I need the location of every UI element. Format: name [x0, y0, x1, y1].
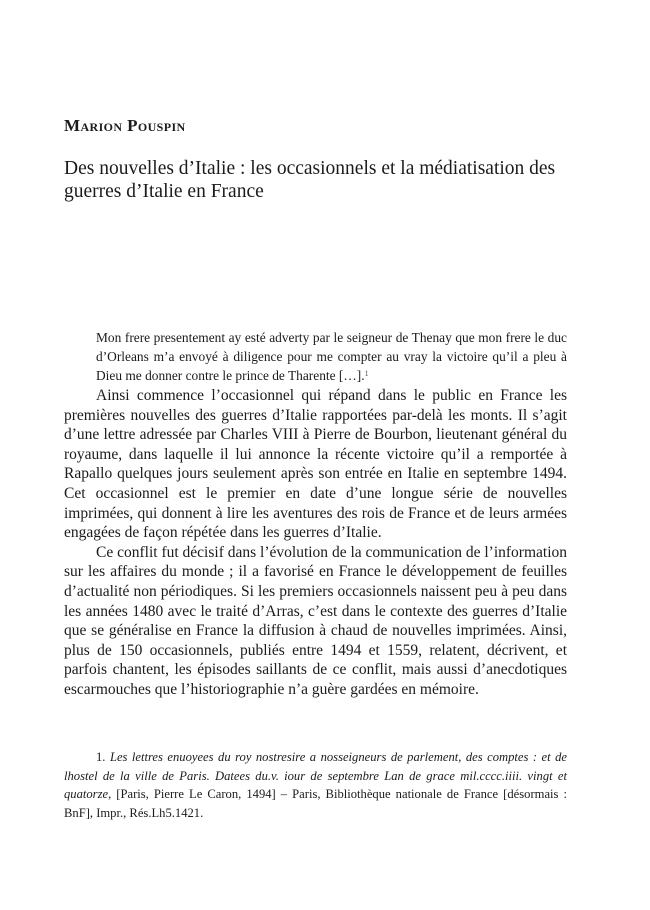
body-text — [64, 386, 567, 700]
paragraph: Ainsi commence l’occasionnel qui répand dans le public en France les premières nouvelles des guerres d’Italie rapportées par-delà les monts. Il s’agit d’une lettre adressée par Charles VIII à Pierre de Bourbon, lieutenant général du royaume, dans laquelle il lui annonce la récente victoire qu’il a remportée à Rapallo quelques jours seulement après son entrée en Italie en septembre 1494. Cet occasionnel est le premier en date d’une longue série de nouvelles imprimées, qui donnent à lire les aventures des rois de France et de leurs armées engagées de façon répétée dans les guerres d’Italie. — [64, 387, 567, 542]
epigraph-text: Mon frere presentement ay esté adverty par le seigneur de Thenay que mon frere le duc d’Orleans m’a envoyé à diligence pour me compter au vray la victoire qu’il a pleu à Dieu me donner contre le prince de Tharente […]. — [96, 330, 567, 383]
paragraph: Ce conflit fut décisif dans l’évolution de la communication de l’information sur les affaires du monde ; il a favorisé en France le développement de feuilles d’actualité non périodiques. Si les premiers occasionnels naissent peu à peu dans les années 1480 avec le traité d’Arras, c’est dans le contexte des guerres d’Italie que se généralise en France la diffusion à chaud de nouvelles imprimées. Ainsi, plus de 150 occasionnels, publiés entre 1494 et 1559, relatent, décrivent, et parfois chantent, les épisodes saillants de ce conflit, mais aussi d’anecdotiques escarmouches que l’historiographie n’a guère gardées en mémoire. — [64, 543, 567, 698]
footnote-source-details: , [Paris, Pierre Le Caron, 1494] – Paris, Bibliothèque nationale de France [désormais : BnF], Impr., Rés.Lh5.1421. — [64, 787, 567, 820]
footnote — [64, 748, 567, 822]
footnote-number: 1. — [96, 750, 106, 764]
chapter-title: Des nouvelles d’Italie : les occasionnels et la médiatisation des guerres d’Italie en France — [64, 158, 556, 202]
author-name: Marion Pouspin — [64, 116, 186, 135]
epigraph-quote — [96, 328, 567, 385]
footnote-source-title: Les lettres enuoyees du roy nostresire a nosseigneurs de parlement, des comptes : et de lhostel de la ville de Paris. Datees du.v. iour de septembre Lan de grace mil.cccc.iiii. vingt et quatorze — [64, 750, 567, 802]
footnote-reference[interactable]: 1 — [364, 369, 369, 378]
